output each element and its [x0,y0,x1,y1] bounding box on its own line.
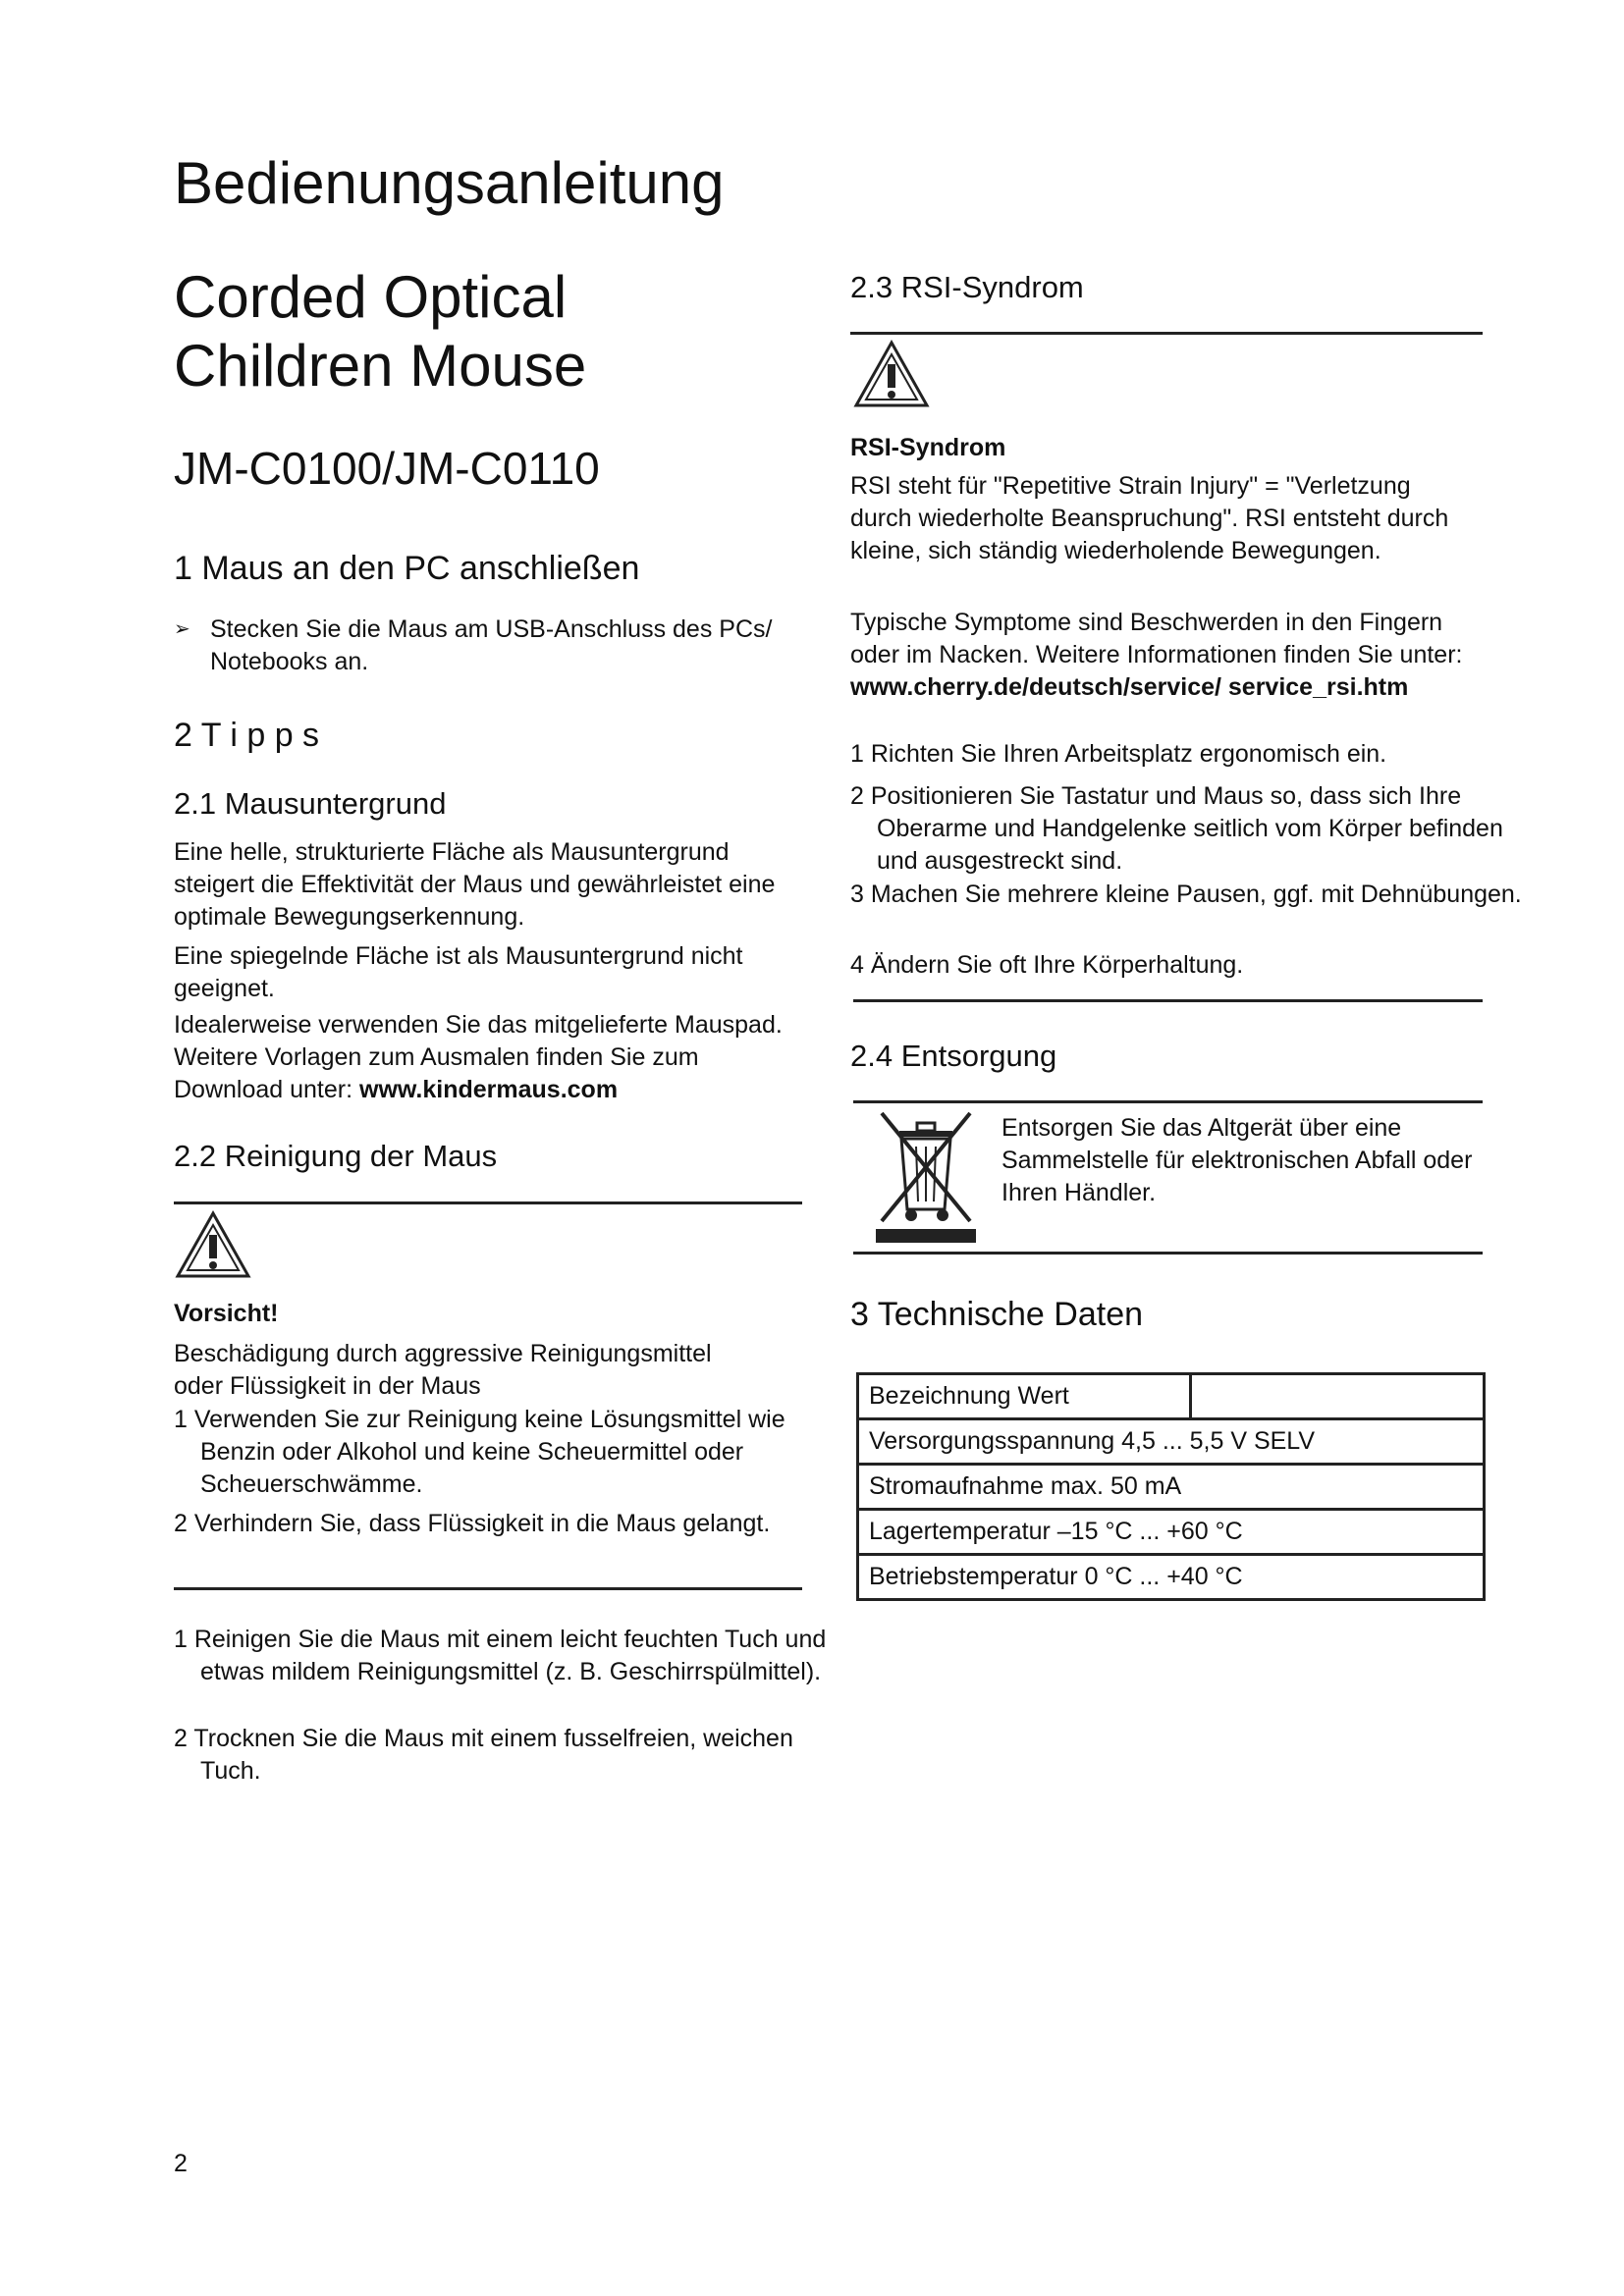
table-row [858,1510,1485,1555]
cleaning-step-2: 2 Trocknen Sie die Maus mit einem fusselfreien, weichen Tuch. [174,1725,793,1785]
section-1-heading: 1 Maus an den PC anschließen [174,550,640,587]
disposal-bottom-divider [853,1252,1483,1255]
warning-triangle-icon [174,1209,252,1280]
section-2-3-heading: 2.3 RSI-Syndrom [850,270,1084,304]
cleaning-step-1: 1 Reinigen Sie die Maus mit einem leicht feuchten Tuch und etwas mildem Reinigungsmittel (z. B. Geschirrspülmittel). [174,1626,827,1685]
table-row [858,1555,1485,1600]
table-cell [1191,1374,1485,1419]
section-1-bullet-text: Stecken Sie die Maus am USB-Anschluss des PCs/ Notebooks an. [210,615,773,675]
warning-text: Beschädigung durch aggressive Reinigungsmittel oder Flüssigkeit in der Maus [174,1340,712,1400]
table-cell: Betriebstemperatur 0 °C ... +40 °C [858,1555,1485,1600]
rsi-item-2: 2 Positionieren Sie Tastatur und Maus so, dass sich Ihre Oberarme und Handgelenke seitlich vom Körper befinden und ausgestreckt sind. [850,782,1503,875]
table-cell: Stromaufnahme max. 50 mA [858,1465,1485,1510]
warning-top-divider [174,1201,802,1204]
page-number: 2 [174,2150,188,2177]
cherry-rsi-link[interactable]: www.cherry.de/deutsch/service/ service_rsi.htm [850,673,1409,701]
section-2-4-heading: 2.4 Entsorgung [850,1039,1057,1073]
technical-data-table [856,1372,1486,1601]
table-row [858,1419,1485,1465]
section-1-bullet [174,614,817,678]
document-title: Bedienungsanleitung [174,150,725,216]
section-2-1-paragraph-3 [174,1009,802,1106]
section-2-1-paragraph-1: Eine helle, strukturierte Fläche als Mausuntergrund steigert die Effektivität der Maus und gewährleistet eine optimale Bewegungserkennung. [174,838,776,931]
rsi-warning-title: RSI-Syndrom [850,434,1006,461]
disposal-text: Entsorgen Sie das Altgerät über eine Sammelstelle für elektronischen Abfall oder Ihren Händler. [1001,1114,1473,1206]
table-row [858,1374,1485,1419]
table-cell: Lagertemperatur –15 °C ... +60 °C [858,1510,1485,1555]
rsi-item-3: 3 Machen Sie mehrere kleine Pausen, ggf. mit Dehnübungen. [850,881,1522,908]
rsi-bottom-divider [853,999,1483,1002]
table-cell: Versorgungsspannung 4,5 ... 5,5 V SELV [858,1419,1485,1465]
section-2-1-paragraph-3-text: Idealerweise verwenden Sie das mitgelieferte Mauspad. Weitere Vorlagen zum Ausmalen finden Sie zum Download unter: [174,1011,783,1103]
warning-title: Vorsicht! [174,1300,279,1327]
rsi-top-divider [850,332,1483,335]
warning-item-1: 1 Verwenden Sie zur Reinigung keine Lösungsmittel wie Benzin oder Alkohol und keine Scheuermittel oder Scheuerschwämme. [174,1406,785,1498]
section-3-heading: 3 Technische Daten [850,1296,1144,1333]
section-2-heading: 2 T i p p s [174,717,320,754]
table-cell: Bezeichnung Wert [858,1374,1191,1419]
product-name-line1: Corded Optical [174,264,568,330]
section-2-1-heading: 2.1 Mausuntergrund [174,786,447,821]
rsi-paragraph-1: RSI steht für "Repetitive Strain Injury" = "Verletzung durch wiederholte Beanspruchung". RSI entsteht durch kleine, sich ständig wiederholende Bewegungen. [850,472,1449,564]
disposal-top-divider [853,1100,1483,1103]
rsi-item-1: 1 Richten Sie Ihren Arbeitsplatz ergonomisch ein. [850,740,1387,768]
model-number: JM-C0100/JM-C0110 [174,443,600,494]
rsi-paragraph-2 [850,607,1498,704]
table-row [858,1465,1485,1510]
warning-bottom-divider [174,1587,802,1590]
warning-item-2: 2 Verhindern Sie, dass Flüssigkeit in die Maus gelangt. [174,1510,771,1537]
section-2-2-heading: 2.2 Reinigung der Maus [174,1139,498,1173]
section-2-1-paragraph-2: Eine spiegelnde Fläche ist als Mausuntergrund nicht geeignet. [174,942,743,1002]
warning-triangle-icon [852,339,931,409]
product-name-line2: Children Mouse [174,333,587,399]
rsi-paragraph-2-text: Typische Symptome sind Beschwerden in den Fingern oder im Nacken. Weitere Informationen finden Sie unter: [850,609,1463,668]
rsi-item-4: 4 Ändern Sie oft Ihre Körperhaltung. [850,951,1244,979]
arrow-bullet-icon: ➢ [174,618,190,640]
crossed-out-bin-icon [872,1107,980,1248]
kindermaus-link[interactable]: www.kindermaus.com [359,1076,619,1103]
